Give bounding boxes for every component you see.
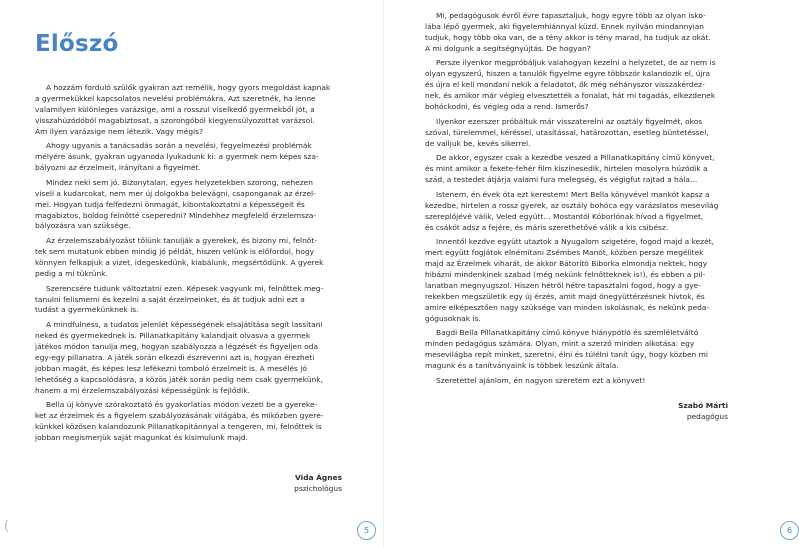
paragraph: Az érzelemszabályozást tőlünk tanulják a gyerekek, és bizony mi, felnőt- tek sem mutatunk ebben mindig jó példát, hiszen velünk is előfordul, hogy könnyen felkapjuk a vizet, idegeskedünk, kiabálunk, megsértődünk. A gyerek pedig a mi tükrünk.: [35, 236, 324, 278]
paragraph: Szeretettel ajánlom, én nagyon szeretem ezt a könyvet!: [436, 375, 646, 385]
left-page: [0, 0, 384, 547]
paragraph: Mi, pedagógusok évről évre tapasztaljuk, hogy egyre több az olyan isko- lába lépő gyermek, aki figyelemhiánnyal küzd. Ennek nyilván mindannyian tudjuk, hogy több oka van, de a tény akkor is tény marad, ha tudjuk az okát. A mi dolgunk a segítségnyújtás. De hogyan?: [425, 11, 711, 53]
signature-role: pedagógus: [686, 412, 728, 421]
paragraph: Szerencsére tudunk változtatni ezen. Képesek vagyunk mi, felnőttek meg- tanulni felismerni és kezelni a saját érzelmeinket, és át tudjuk adni ezt a tudást a gyermekünknek is.: [35, 283, 324, 315]
paragraph: Ilyenkor ezerszer próbáltuk már visszaterelni az osztály figyelmét, okos szóval, türelemmel, kéréssel, utasítással, határozottan, esetleg büntetéssel, de valljuk be, kevés sikerrel.: [425, 116, 709, 148]
margin-mark: (: [4, 519, 10, 534]
page-number-right: 6: [780, 521, 799, 540]
signature-name: Szabó Márti: [678, 401, 728, 410]
signature-left: [182, 472, 342, 494]
paragraph: A hozzám forduló szülők gyakran azt remélik, hogy gyors megoldást kapnak a gyermekükkel kapcsolatos nevelési problémákra. Azt szeretnék, ha lenne valamilyen különleges varázsige, ami a rosszul viselkedő gyermekből jót, a visszahúzódóból magabiztosat, a szorongóból kiegyensúlyozottat varázsol. Ám ilyen varázsige nem létezik. Vagy mégis?: [35, 83, 331, 136]
page-title: Előszó: [35, 31, 119, 57]
paragraph: De akkor, egyszer csak a kezedbe veszed a Pillanatkapitány című könyvet, és mint amikor a fekete-fehér film kiszínesedik, hirtelen mosolyra húzódik a szád, a testedet átjárja valami fura melegség, és végigfut rajtad a hála…: [425, 153, 715, 185]
signature-right: [568, 400, 728, 422]
paragraph: Persze ilyenkor megpróbáljuk valahogyan kezelni a helyzetet, de az nem is olyan egyszerű, hiszen a tanulók figyelme egyre többször kalandozik el, újra és újra el kell mondani nekik a feladatot, ők még néhányszor visszakérdez- nek, és amikor már végleg elvesztették a fonalat, hát mi tagadás, elkezdenek bohóckodni, és végleg oda a rend. Ismerős?: [425, 58, 716, 112]
paragraph: Istenem, én évek óta ezt kerestem! Mert Bella könyvével mankót kapsz a kezedbe, hirtelen a rossz gyerek, az osztály bohóca egy varázslatos mesevilág szereplőjévé válik, Veled együtt… Mostantól Kóborlónak hívod a figyelmet, és csákót adsz a fejére, és máris szerethetővé válik a kis csibész.: [425, 189, 719, 232]
left-text-column: [35, 83, 343, 448]
paragraph: Bagdi Bella Pillanatkapitány című könyve hiánypótló és szemléletváltó minden pedagógus számára. Olyan, mint a szerző minden alkotása: egy mesevilágba repít minket, szeretni, élni és túlélni tanít úgy, hogy közben mi magunk és a tanítványaink is többek leszünk általa.: [425, 328, 708, 370]
paragraph: A mindfulness, a tudatos jelenlét képességének elsajátítása segít lassítani neked és gyermekednek is. Pillanatkapitány kalandjait olvasva a gyermek játékos módon tanulja meg, hogyan szabályozza a légzését és figyeljen oda egy-egy pillanatra. A játék során elkezdi észrevenni azt is, hogyan érezheti jobban magát, és képes lesz lefékezni tomboló érzelmeit is. A mesélés jó lehetőség a kapcsolódásra, a közös játék során pedig nem csak gyermekünk, hanem a mi érzelemszabályozási képességünk is fejlődik.: [35, 320, 323, 395]
paragraph: Innentől kezdve együtt utaztok a Nyugalom szigetére, fogod majd a kezét, mert együtt fogjátok elnémítani Zsémbes Manót, közben persze megélitek majd az Érzelmek viharát, de akkor Bátorító Biborka elmondja nektek, hogy hibázni mindenkinek szabad (még nekünk felnőtteknek is!), és ebben a pil- lanatban megnyugszol. Hiszen hétről hétre tapasztalni fogod, hogy a gye- rekekben megszületik egy új érzés, amit majd önegyüttérzésnek hívtok, és amire elképesztően nagy szüksége van minden iskolásnak, és nekünk peda- gógusoknak is.: [425, 237, 714, 323]
paragraph: Ahogy ugyanis a tanácsadás során a nevelési, fegyelmezési problémák mélyére ásunk, gyakran ugyanoda lyukadunk ki: a gyermek nem képes sza- bályozni az érzelmeit, irányítani a figyelmét.: [35, 141, 319, 173]
paragraph: Mindez neki sem jó. Bizonytalan, egyes helyzetekben szorong, nehezen viseli a kudarcokat, nem mer új dolgokba belevágni, csaponganak az érzel- mei. Hogyan tudja felfedezni önmagát, kibontakoztatni a képességeit és magabiztos, boldog felnőtté cseperedni? Mindehhez megfelelő érzelemsza- bályozásra van szüksége.: [35, 177, 317, 231]
right-text-column: [425, 11, 733, 390]
page-number-left: 5: [357, 521, 376, 540]
signature-name: Vida Ágnes: [295, 473, 342, 482]
paragraph: Bella új könyve szórakoztató és gyakorlatias módon vezeti be a gyereke- ket az érzelmek és a figyelem szabályozásának világába, és miközben gyere- künkkel közösen kalandozunk Pillanatkapitánnyal a tengeren, mi, felnőttek is jobban megismerjük saját magunkat és kisimulunk majd.: [35, 400, 324, 442]
signature-role: pszichológus: [294, 484, 342, 493]
